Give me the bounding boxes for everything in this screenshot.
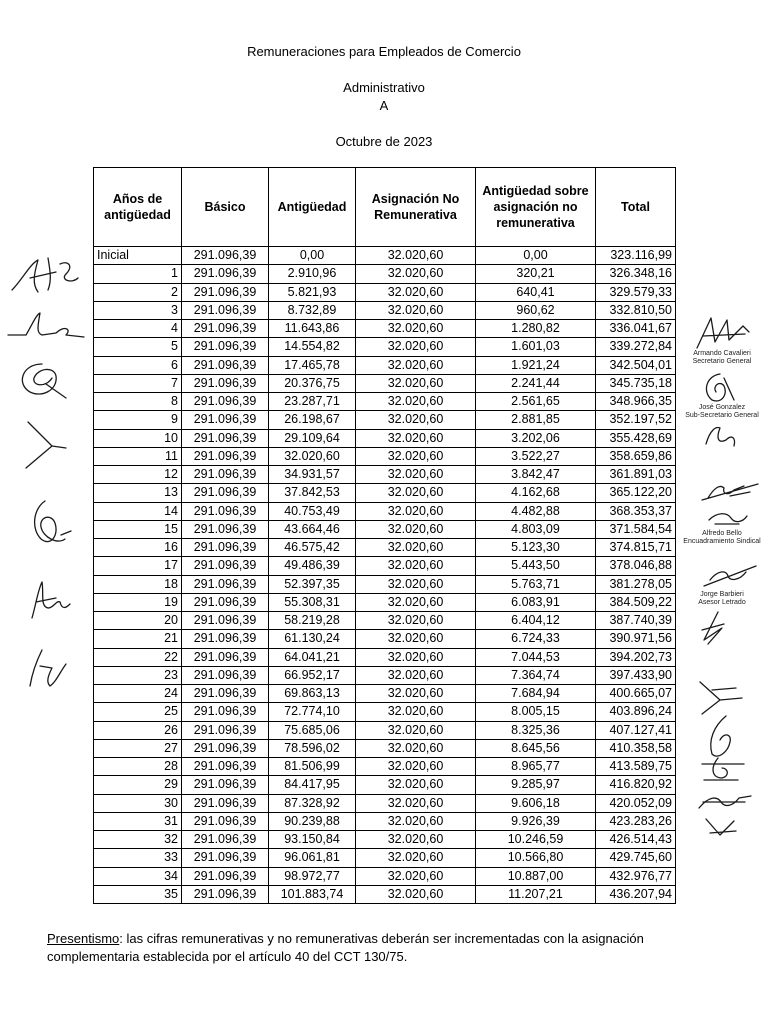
cell-years: 28 <box>94 758 182 776</box>
cell-total: 332.810,50 <box>596 301 676 319</box>
cell-non-remunerative: 32.020,60 <box>356 484 476 502</box>
signature-right-3 <box>700 420 740 450</box>
cell-years: 15 <box>94 520 182 538</box>
signatory-1-name: Armando Cavalieri <box>693 350 751 357</box>
cell-total: 323.116,99 <box>596 247 676 265</box>
cell-non-remunerative: 32.020,60 <box>356 685 476 703</box>
table-row <box>94 685 676 703</box>
cell-total: 397.433,90 <box>596 666 676 684</box>
cell-basic: 291.096,39 <box>182 520 269 538</box>
cell-basic: 291.096,39 <box>182 484 269 502</box>
cell-seniority: 23.287,71 <box>269 393 356 411</box>
cell-seniority-non-remunerative: 9.285,97 <box>476 776 596 794</box>
cell-seniority-non-remunerative: 1.280,82 <box>476 320 596 338</box>
cell-basic: 291.096,39 <box>182 301 269 319</box>
cell-non-remunerative: 32.020,60 <box>356 721 476 739</box>
cell-non-remunerative: 32.020,60 <box>356 831 476 849</box>
table-row <box>94 612 676 630</box>
table-row <box>94 776 676 794</box>
cell-basic: 291.096,39 <box>182 539 269 557</box>
cell-basic: 291.096,39 <box>182 411 269 429</box>
cell-years: 18 <box>94 575 182 593</box>
signatory-2-role: Sub-Secretario General <box>685 412 759 419</box>
table-row <box>94 812 676 830</box>
cell-total: 381.278,05 <box>596 575 676 593</box>
cell-seniority: 11.643,86 <box>269 320 356 338</box>
signatory-3-caption <box>680 530 764 546</box>
footer-label: Presentismo <box>47 931 120 946</box>
signatory-1-caption <box>682 350 762 366</box>
signature-right-4 <box>700 478 760 504</box>
table-row <box>94 247 676 265</box>
cell-seniority: 81.506,99 <box>269 758 356 776</box>
cell-total: 432.976,77 <box>596 867 676 885</box>
cell-non-remunerative: 32.020,60 <box>356 849 476 867</box>
cell-years: 3 <box>94 301 182 319</box>
cell-seniority-non-remunerative: 7.044,53 <box>476 648 596 666</box>
cell-non-remunerative: 32.020,60 <box>356 411 476 429</box>
cell-seniority: 96.061,81 <box>269 849 356 867</box>
signature-right-1 <box>693 312 753 352</box>
signature-right-11 <box>695 790 755 814</box>
signature-left-5 <box>25 495 75 555</box>
cell-non-remunerative: 32.020,60 <box>356 612 476 630</box>
signature-right-7 <box>698 610 728 646</box>
cell-non-remunerative: 32.020,60 <box>356 648 476 666</box>
cell-seniority-non-remunerative: 11.207,21 <box>476 885 596 903</box>
cell-basic: 291.096,39 <box>182 612 269 630</box>
col-header-years: Años de antigüedad <box>94 168 182 247</box>
cell-years: 25 <box>94 703 182 721</box>
cell-non-remunerative: 32.020,60 <box>356 393 476 411</box>
cell-years: 12 <box>94 466 182 484</box>
document-title: Remuneraciones para Empleados de Comercio <box>247 44 521 59</box>
signature-left-7 <box>26 646 71 691</box>
cell-seniority: 37.842,53 <box>269 484 356 502</box>
table-row <box>94 831 676 849</box>
cell-seniority-non-remunerative: 5.763,71 <box>476 575 596 593</box>
cell-seniority: 29.109,64 <box>269 429 356 447</box>
table-row <box>94 466 676 484</box>
cell-basic: 291.096,39 <box>182 338 269 356</box>
signature-left-4 <box>22 418 72 473</box>
cell-non-remunerative: 32.020,60 <box>356 703 476 721</box>
cell-seniority: 72.774,10 <box>269 703 356 721</box>
cell-seniority-non-remunerative: 0,00 <box>476 247 596 265</box>
cell-total: 358.659,86 <box>596 447 676 465</box>
cell-years: 22 <box>94 648 182 666</box>
cell-seniority-non-remunerative: 4.162,68 <box>476 484 596 502</box>
cell-years: 31 <box>94 812 182 830</box>
cell-seniority-non-remunerative: 6.404,12 <box>476 612 596 630</box>
cell-seniority: 55.308,31 <box>269 593 356 611</box>
cell-years: 26 <box>94 721 182 739</box>
col-header-basic: Básico <box>182 168 269 247</box>
cell-years: 30 <box>94 794 182 812</box>
cell-seniority-non-remunerative: 5.443,50 <box>476 557 596 575</box>
table-body <box>94 247 676 904</box>
cell-total: 342.504,01 <box>596 356 676 374</box>
cell-non-remunerative: 32.020,60 <box>356 301 476 319</box>
table-row <box>94 593 676 611</box>
cell-years: 21 <box>94 630 182 648</box>
table-row <box>94 739 676 757</box>
cell-non-remunerative: 32.020,60 <box>356 502 476 520</box>
cell-non-remunerative: 32.020,60 <box>356 593 476 611</box>
cell-basic: 291.096,39 <box>182 356 269 374</box>
cell-years: 23 <box>94 666 182 684</box>
cell-basic: 291.096,39 <box>182 265 269 283</box>
cell-seniority-non-remunerative: 8.645,56 <box>476 739 596 757</box>
cell-seniority: 87.328,92 <box>269 794 356 812</box>
table-row <box>94 648 676 666</box>
cell-seniority-non-remunerative: 6.083,91 <box>476 593 596 611</box>
signatory-2-name: José Gonzalez <box>698 404 746 411</box>
cell-seniority-non-remunerative: 640,41 <box>476 283 596 301</box>
table-row <box>94 666 676 684</box>
cell-years: 1 <box>94 265 182 283</box>
cell-non-remunerative: 32.020,60 <box>356 374 476 392</box>
table-row <box>94 703 676 721</box>
cell-seniority-non-remunerative: 10.246,59 <box>476 831 596 849</box>
cell-total: 413.589,75 <box>596 758 676 776</box>
cell-seniority-non-remunerative: 3.522,27 <box>476 447 596 465</box>
cell-seniority-non-remunerative: 320,21 <box>476 265 596 283</box>
table-row <box>94 356 676 374</box>
cell-seniority-non-remunerative: 9.606,18 <box>476 794 596 812</box>
table-row <box>94 575 676 593</box>
table-row <box>94 484 676 502</box>
cell-total: 420.052,09 <box>596 794 676 812</box>
cell-years: 2 <box>94 283 182 301</box>
cell-total: 345.735,18 <box>596 374 676 392</box>
cell-seniority-non-remunerative: 10.566,80 <box>476 849 596 867</box>
cell-non-remunerative: 32.020,60 <box>356 885 476 903</box>
subcategory-label: A <box>379 98 389 113</box>
cell-seniority: 8.732,89 <box>269 301 356 319</box>
cell-seniority: 75.685,06 <box>269 721 356 739</box>
cell-total: 436.207,94 <box>596 885 676 903</box>
cell-seniority-non-remunerative: 2.881,85 <box>476 411 596 429</box>
cell-seniority: 0,00 <box>269 247 356 265</box>
cell-basic: 291.096,39 <box>182 247 269 265</box>
table-row <box>94 320 676 338</box>
signature-right-2 <box>698 370 738 406</box>
cell-seniority: 46.575,42 <box>269 539 356 557</box>
cell-non-remunerative: 32.020,60 <box>356 557 476 575</box>
table-row <box>94 502 676 520</box>
cell-non-remunerative: 32.020,60 <box>356 739 476 757</box>
cell-seniority-non-remunerative: 5.123,30 <box>476 539 596 557</box>
table-row <box>94 630 676 648</box>
cell-basic: 291.096,39 <box>182 666 269 684</box>
cell-basic: 291.096,39 <box>182 703 269 721</box>
cell-basic: 291.096,39 <box>182 794 269 812</box>
signatory-4-name: Jorge Barbieri <box>700 591 744 598</box>
signature-right-5 <box>705 508 750 528</box>
cell-seniority-non-remunerative: 4.482,88 <box>476 502 596 520</box>
col-header-non-remunerative: Asignación No Remunerativa <box>356 168 476 247</box>
signature-right-12 <box>700 815 740 839</box>
cell-basic: 291.096,39 <box>182 393 269 411</box>
cell-seniority-non-remunerative: 1.601,03 <box>476 338 596 356</box>
cell-seniority-non-remunerative: 4.803,09 <box>476 520 596 538</box>
cell-seniority: 64.041,21 <box>269 648 356 666</box>
cell-seniority: 66.952,17 <box>269 666 356 684</box>
cell-non-remunerative: 32.020,60 <box>356 356 476 374</box>
cell-basic: 291.096,39 <box>182 812 269 830</box>
cell-total: 403.896,24 <box>596 703 676 721</box>
cell-seniority-non-remunerative: 6.724,33 <box>476 630 596 648</box>
cell-non-remunerative: 32.020,60 <box>356 320 476 338</box>
cell-years: 29 <box>94 776 182 794</box>
cell-years: 5 <box>94 338 182 356</box>
cell-basic: 291.096,39 <box>182 831 269 849</box>
cell-basic: 291.096,39 <box>182 557 269 575</box>
cell-seniority-non-remunerative: 9.926,39 <box>476 812 596 830</box>
cell-non-remunerative: 32.020,60 <box>356 630 476 648</box>
cell-seniority-non-remunerative: 1.921,24 <box>476 356 596 374</box>
cell-basic: 291.096,39 <box>182 776 269 794</box>
table-row <box>94 447 676 465</box>
cell-total: 365.122,20 <box>596 484 676 502</box>
cell-years: 14 <box>94 502 182 520</box>
cell-seniority-non-remunerative: 3.842,47 <box>476 466 596 484</box>
cell-seniority: 93.150,84 <box>269 831 356 849</box>
cell-seniority-non-remunerative: 7.364,74 <box>476 666 596 684</box>
cell-total: 326.348,16 <box>596 265 676 283</box>
signature-left-3 <box>12 358 72 403</box>
cell-basic: 291.096,39 <box>182 867 269 885</box>
cell-seniority: 49.486,39 <box>269 557 356 575</box>
cell-basic: 291.096,39 <box>182 685 269 703</box>
signature-left-1 <box>8 250 88 300</box>
cell-basic: 291.096,39 <box>182 721 269 739</box>
cell-non-remunerative: 32.020,60 <box>356 812 476 830</box>
cell-seniority: 61.130,24 <box>269 630 356 648</box>
signature-right-10 <box>698 754 748 784</box>
cell-non-remunerative: 32.020,60 <box>356 867 476 885</box>
cell-seniority: 2.910,96 <box>269 265 356 283</box>
signatory-4-role: Asesor Letrado <box>698 599 746 606</box>
cell-years: 13 <box>94 484 182 502</box>
table-row <box>94 411 676 429</box>
cell-seniority-non-remunerative: 8.005,15 <box>476 703 596 721</box>
cell-years: 34 <box>94 867 182 885</box>
cell-seniority: 32.020,60 <box>269 447 356 465</box>
cell-seniority: 34.931,57 <box>269 466 356 484</box>
category-label: Administrativo <box>343 80 425 95</box>
cell-non-remunerative: 32.020,60 <box>356 776 476 794</box>
col-header-seniority-non-remunerative: Antigüedad sobre asignación no remunerativa <box>476 168 596 247</box>
table-row <box>94 885 676 903</box>
cell-non-remunerative: 32.020,60 <box>356 466 476 484</box>
table-row <box>94 393 676 411</box>
footer-text: : las cifras remunerativas y no remunerativas deberán ser incrementadas con la asignación complementaria establecida por el artículo 40 del CCT 130/75. <box>47 931 644 964</box>
cell-seniority: 90.239,88 <box>269 812 356 830</box>
cell-total: 426.514,43 <box>596 831 676 849</box>
date-label: Octubre de 2023 <box>335 134 433 149</box>
cell-seniority: 26.198,67 <box>269 411 356 429</box>
cell-years: 24 <box>94 685 182 703</box>
col-header-seniority: Antigüedad <box>269 168 356 247</box>
cell-seniority-non-remunerative: 7.684,94 <box>476 685 596 703</box>
cell-basic: 291.096,39 <box>182 593 269 611</box>
cell-total: 348.966,35 <box>596 393 676 411</box>
signatory-4-caption <box>680 591 764 607</box>
table-row <box>94 849 676 867</box>
table-row <box>94 758 676 776</box>
signatory-3-name: Alfredo Bello <box>702 530 742 537</box>
cell-basic: 291.096,39 <box>182 739 269 757</box>
cell-years: 16 <box>94 539 182 557</box>
table-row <box>94 283 676 301</box>
signature-left-2 <box>6 305 86 345</box>
cell-years: 19 <box>94 593 182 611</box>
signature-right-6 <box>700 560 760 590</box>
cell-years: 4 <box>94 320 182 338</box>
cell-basic: 291.096,39 <box>182 447 269 465</box>
cell-total: 355.428,69 <box>596 429 676 447</box>
cell-years: Inicial <box>94 247 182 265</box>
cell-total: 368.353,37 <box>596 502 676 520</box>
cell-basic: 291.096,39 <box>182 758 269 776</box>
cell-basic: 291.096,39 <box>182 630 269 648</box>
cell-basic: 291.096,39 <box>182 849 269 867</box>
cell-non-remunerative: 32.020,60 <box>356 265 476 283</box>
cell-total: 378.046,88 <box>596 557 676 575</box>
cell-total: 371.584,54 <box>596 520 676 538</box>
cell-seniority: 5.821,93 <box>269 283 356 301</box>
cell-years: 11 <box>94 447 182 465</box>
cell-total: 329.579,33 <box>596 283 676 301</box>
cell-seniority-non-remunerative: 960,62 <box>476 301 596 319</box>
cell-basic: 291.096,39 <box>182 502 269 520</box>
cell-basic: 291.096,39 <box>182 320 269 338</box>
cell-total: 407.127,41 <box>596 721 676 739</box>
salary-table <box>93 167 676 904</box>
table-row <box>94 338 676 356</box>
cell-seniority: 98.972,77 <box>269 867 356 885</box>
cell-total: 374.815,71 <box>596 539 676 557</box>
cell-years: 10 <box>94 429 182 447</box>
table-row <box>94 557 676 575</box>
cell-seniority: 43.664,46 <box>269 520 356 538</box>
cell-total: 339.272,84 <box>596 338 676 356</box>
table-row <box>94 539 676 557</box>
cell-non-remunerative: 32.020,60 <box>356 539 476 557</box>
cell-seniority: 17.465,78 <box>269 356 356 374</box>
cell-non-remunerative: 32.020,60 <box>356 794 476 812</box>
cell-basic: 291.096,39 <box>182 466 269 484</box>
col-header-total: Total <box>596 168 676 247</box>
cell-basic: 291.096,39 <box>182 429 269 447</box>
cell-total: 429.745,60 <box>596 849 676 867</box>
cell-total: 390.971,56 <box>596 630 676 648</box>
cell-non-remunerative: 32.020,60 <box>356 758 476 776</box>
table-row <box>94 867 676 885</box>
cell-years: 17 <box>94 557 182 575</box>
cell-years: 6 <box>94 356 182 374</box>
cell-non-remunerative: 32.020,60 <box>356 666 476 684</box>
cell-total: 423.283,26 <box>596 812 676 830</box>
cell-total: 394.202,73 <box>596 648 676 666</box>
cell-seniority-non-remunerative: 8.325,36 <box>476 721 596 739</box>
signatory-2-caption <box>680 404 764 420</box>
signatory-3-role: Encuadramiento Sindical <box>683 538 761 545</box>
cell-seniority: 40.753,49 <box>269 502 356 520</box>
cell-years: 20 <box>94 612 182 630</box>
cell-non-remunerative: 32.020,60 <box>356 447 476 465</box>
cell-seniority-non-remunerative: 10.887,00 <box>476 867 596 885</box>
cell-non-remunerative: 32.020,60 <box>356 575 476 593</box>
table-row <box>94 429 676 447</box>
table-row <box>94 265 676 283</box>
table-header-row <box>94 168 676 247</box>
table-row <box>94 721 676 739</box>
cell-years: 33 <box>94 849 182 867</box>
cell-total: 400.665,07 <box>596 685 676 703</box>
cell-seniority-non-remunerative: 2.241,44 <box>476 374 596 392</box>
signatory-1-role: Secretario General <box>692 358 752 365</box>
cell-years: 7 <box>94 374 182 392</box>
table-row <box>94 794 676 812</box>
cell-seniority: 84.417,95 <box>269 776 356 794</box>
cell-years: 9 <box>94 411 182 429</box>
cell-seniority: 52.397,35 <box>269 575 356 593</box>
table-row <box>94 520 676 538</box>
cell-seniority: 14.554,82 <box>269 338 356 356</box>
cell-total: 416.820,92 <box>596 776 676 794</box>
cell-years: 27 <box>94 739 182 757</box>
cell-seniority-non-remunerative: 2.561,65 <box>476 393 596 411</box>
cell-basic: 291.096,39 <box>182 283 269 301</box>
cell-years: 35 <box>94 885 182 903</box>
cell-seniority-non-remunerative: 3.202,06 <box>476 429 596 447</box>
cell-non-remunerative: 32.020,60 <box>356 520 476 538</box>
signature-left-6 <box>26 578 76 623</box>
cell-seniority: 69.863,13 <box>269 685 356 703</box>
table-row <box>94 374 676 392</box>
cell-basic: 291.096,39 <box>182 648 269 666</box>
cell-non-remunerative: 32.020,60 <box>356 247 476 265</box>
cell-total: 361.891,03 <box>596 466 676 484</box>
cell-non-remunerative: 32.020,60 <box>356 283 476 301</box>
cell-basic: 291.096,39 <box>182 374 269 392</box>
cell-years: 8 <box>94 393 182 411</box>
cell-seniority: 78.596,02 <box>269 739 356 757</box>
table-row <box>94 301 676 319</box>
cell-basic: 291.096,39 <box>182 885 269 903</box>
cell-seniority: 58.219,28 <box>269 612 356 630</box>
cell-total: 352.197,52 <box>596 411 676 429</box>
cell-basic: 291.096,39 <box>182 575 269 593</box>
cell-total: 336.041,67 <box>596 320 676 338</box>
cell-total: 384.509,22 <box>596 593 676 611</box>
footer-note <box>47 930 737 966</box>
cell-years: 32 <box>94 831 182 849</box>
cell-non-remunerative: 32.020,60 <box>356 338 476 356</box>
cell-non-remunerative: 32.020,60 <box>356 429 476 447</box>
cell-total: 410.358,58 <box>596 739 676 757</box>
cell-seniority: 101.883,74 <box>269 885 356 903</box>
cell-total: 387.740,39 <box>596 612 676 630</box>
cell-seniority-non-remunerative: 8.965,77 <box>476 758 596 776</box>
cell-seniority: 20.376,75 <box>269 374 356 392</box>
